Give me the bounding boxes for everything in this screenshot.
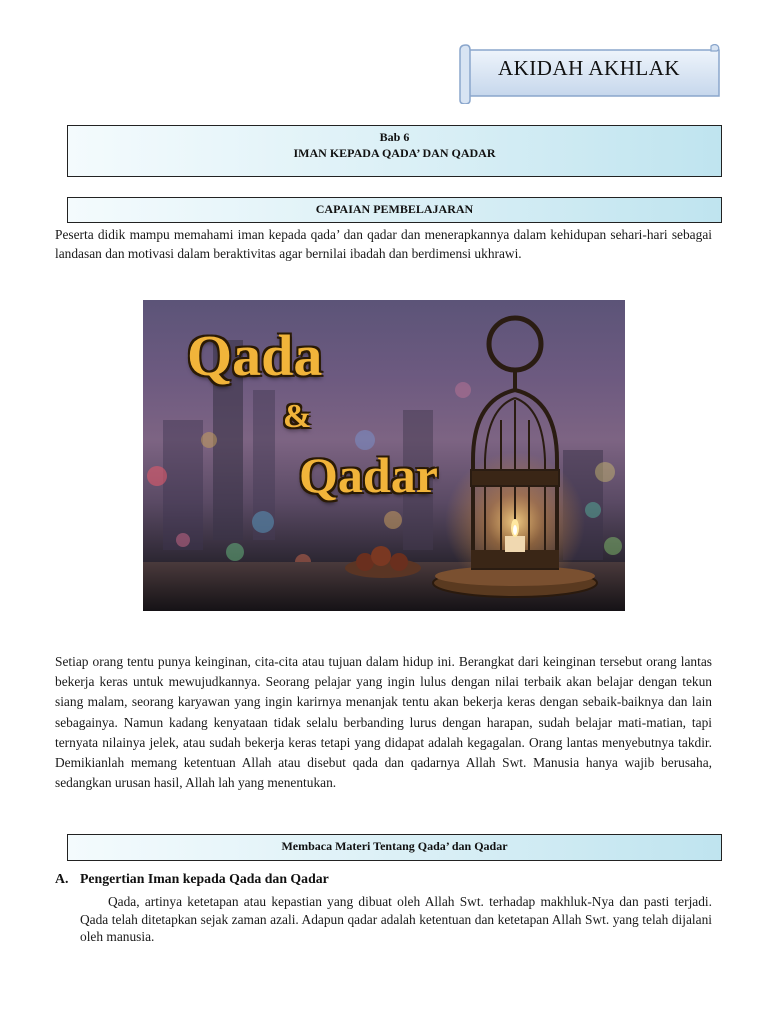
subject-title: AKIDAH AKHLAK xyxy=(497,56,681,80)
body-paragraph: Setiap orang tentu punya keinginan, cita-cita atau tujuan dalam hidup ini. Berangkat dari keinginan tersebut orang lantas bekerja keras untuk mewujudkannya. Seorang pelajar yang ingin lulus dengan nilai terbaik akan belajar dengan tekun siang malam, seorang karyawan yang ingin karirnya menanjak tentu akan bekerja keras dengan sebaik-baiknya dan lain sebagainya. Namun kadang kenyataan tidak selalu berbanding lurus dengan harapan, sudah belajar mati-matian, tapi ternyata nilainya jelek, atau sudah bekerja keras tetapi yang didapat adalah kegagalan. Orang lantas menyebutnya takdir. Demikianlah memang ketentuan Allah atau disebut qada dan qadarnya Allah Swt. Manusia hanya wajib berusaha, sedangkan urusan hasil, Allah lah yang menentukan. xyxy=(55,654,712,791)
capaian-heading: CAPAIAN PEMBELAJARAN xyxy=(67,197,722,223)
materi-heading: Membaca Materi Tentang Qada’ dan Qadar xyxy=(67,834,722,861)
chapter-title: IMAN KEPADA QADA’ DAN QADAR xyxy=(293,146,496,160)
section-a-letter: A. xyxy=(55,871,69,886)
section-a-title: Pengertian Iman kepada Qada dan Qadar xyxy=(80,871,329,886)
chapter-number: Bab 6 xyxy=(379,130,410,144)
subject-banner xyxy=(456,44,722,102)
title-word-qadar: Qadar xyxy=(299,447,438,503)
chapter-header xyxy=(67,125,722,177)
definition-paragraph: Qada, artinya ketetapan atau kepastian yang dibuat oleh Allah Swt. terhadap makhluk-Nya dan pasti terjadi. Qada telah ditetapkan sejak zaman azali. Adapun qadar adalah ketentuan dan ketetapan Allah Swt. yang telah dijalani oleh manusia. xyxy=(80,894,712,944)
qada-qadar-illustration xyxy=(143,300,625,611)
title-word-qada: Qada xyxy=(187,323,323,388)
title-ampersand: & xyxy=(283,398,312,435)
section-a-heading xyxy=(55,871,329,887)
capaian-paragraph: Peserta didik mampu memahami iman kepada qada’ dan qadar dan menerapkannya dalam kehidupan sehari-hari sebagai landasan dan motivasi dalam beraktivitas agar bernilai ibadah dan berdimensi ukhrawi. xyxy=(55,227,712,261)
